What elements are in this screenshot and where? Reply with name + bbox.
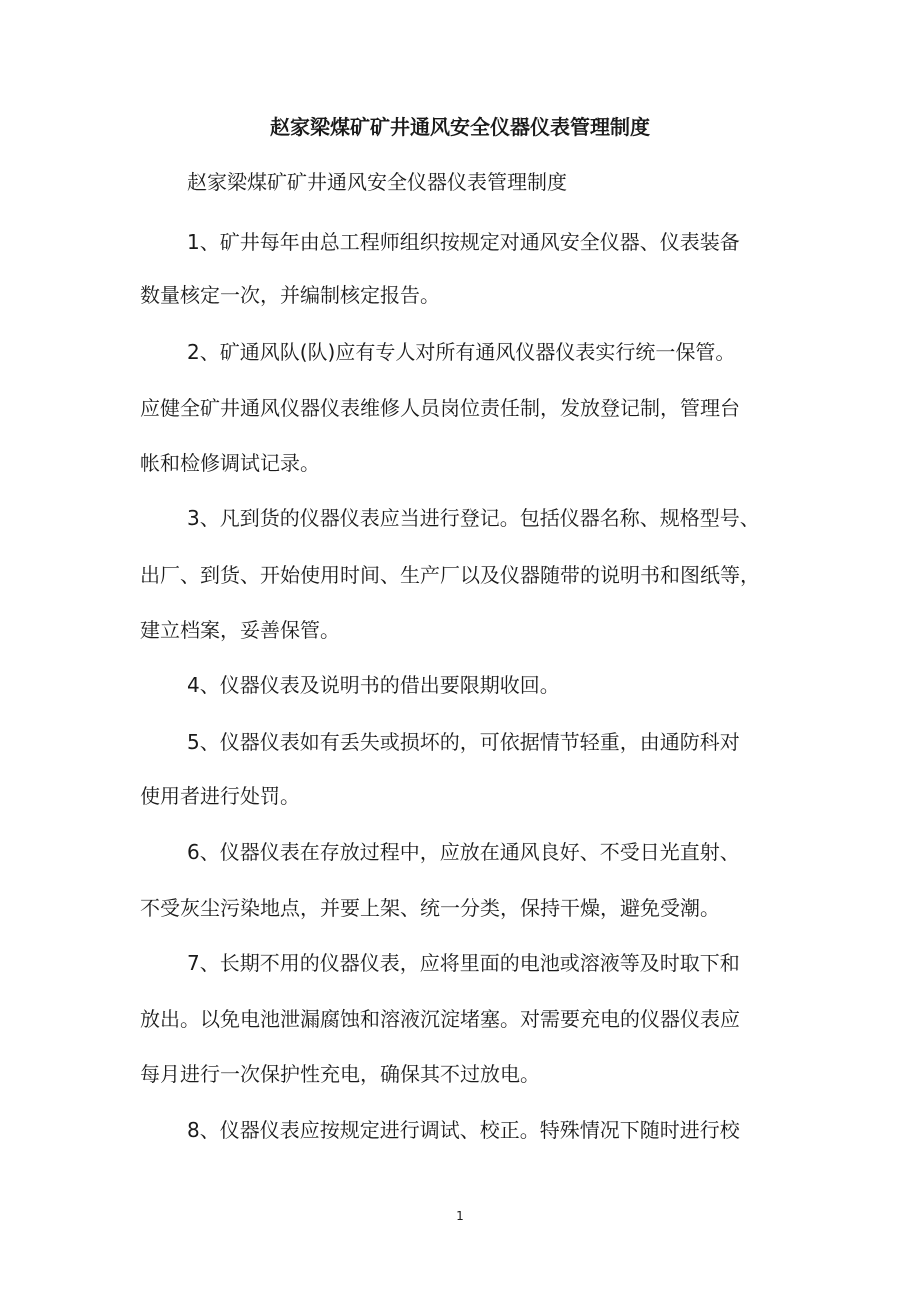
paragraph-line: 3、凡到货的仪器仪表应当进行登记。包括仪器名称、规格型号、 <box>187 506 760 530</box>
paragraph-line: 使用者进行处罚。 <box>140 784 300 808</box>
paragraph-line: 每月进行一次保护性充电，确保其不过放电。 <box>140 1062 540 1086</box>
paragraph-line: 不受灰尘污染地点，并要上架、统一分类，保持干燥，避免受潮。 <box>140 896 720 920</box>
page-number: 1 <box>456 1209 464 1223</box>
paragraph-line: 5、仪器仪表如有丢失或损坏的，可依据情节轻重，由通防科对 <box>187 730 740 754</box>
paragraph-line: 6、仪器仪表在存放过程中，应放在通风良好、不受日光直射、 <box>187 840 740 864</box>
paragraph-line: 数量核定一次，并编制核定报告。 <box>140 283 440 307</box>
paragraph-line: 7、长期不用的仪器仪表，应将里面的电池或溶液等及时取下和 <box>187 951 740 975</box>
paragraph-line: 应健全矿井通风仪器仪表维修人员岗位责任制，发放登记制，管理台 <box>140 396 740 420</box>
paragraph-line: 1、矿井每年由总工程师组织按规定对通风安全仪器、仪表装备 <box>187 230 740 254</box>
paragraph-line: 帐和检修调试记录。 <box>140 451 320 475</box>
document-title: 赵家梁煤矿矿井通风安全仪器仪表管理制度 <box>270 115 650 139</box>
document-subtitle: 赵家梁煤矿矿井通风安全仪器仪表管理制度 <box>187 170 567 194</box>
paragraph-line: 8、仪器仪表应按规定进行调试、校正。特殊情况下随时进行校 <box>187 1118 740 1142</box>
paragraph-line: 出厂、到货、开始使用时间、生产厂以及仪器随带的说明书和图纸等， <box>140 563 760 587</box>
paragraph-line: 建立档案，妥善保管。 <box>140 618 340 642</box>
paragraph-line: 2、矿通风队(队)应有专人对所有通风仪器仪表实行统一保管。 <box>187 340 736 364</box>
paragraph-line: 4、仪器仪表及说明书的借出要限期收回。 <box>187 673 560 697</box>
paragraph-line: 放出。以免电池泄漏腐蚀和溶液沉淀堵塞。对需要充电的仪器仪表应 <box>140 1007 740 1031</box>
